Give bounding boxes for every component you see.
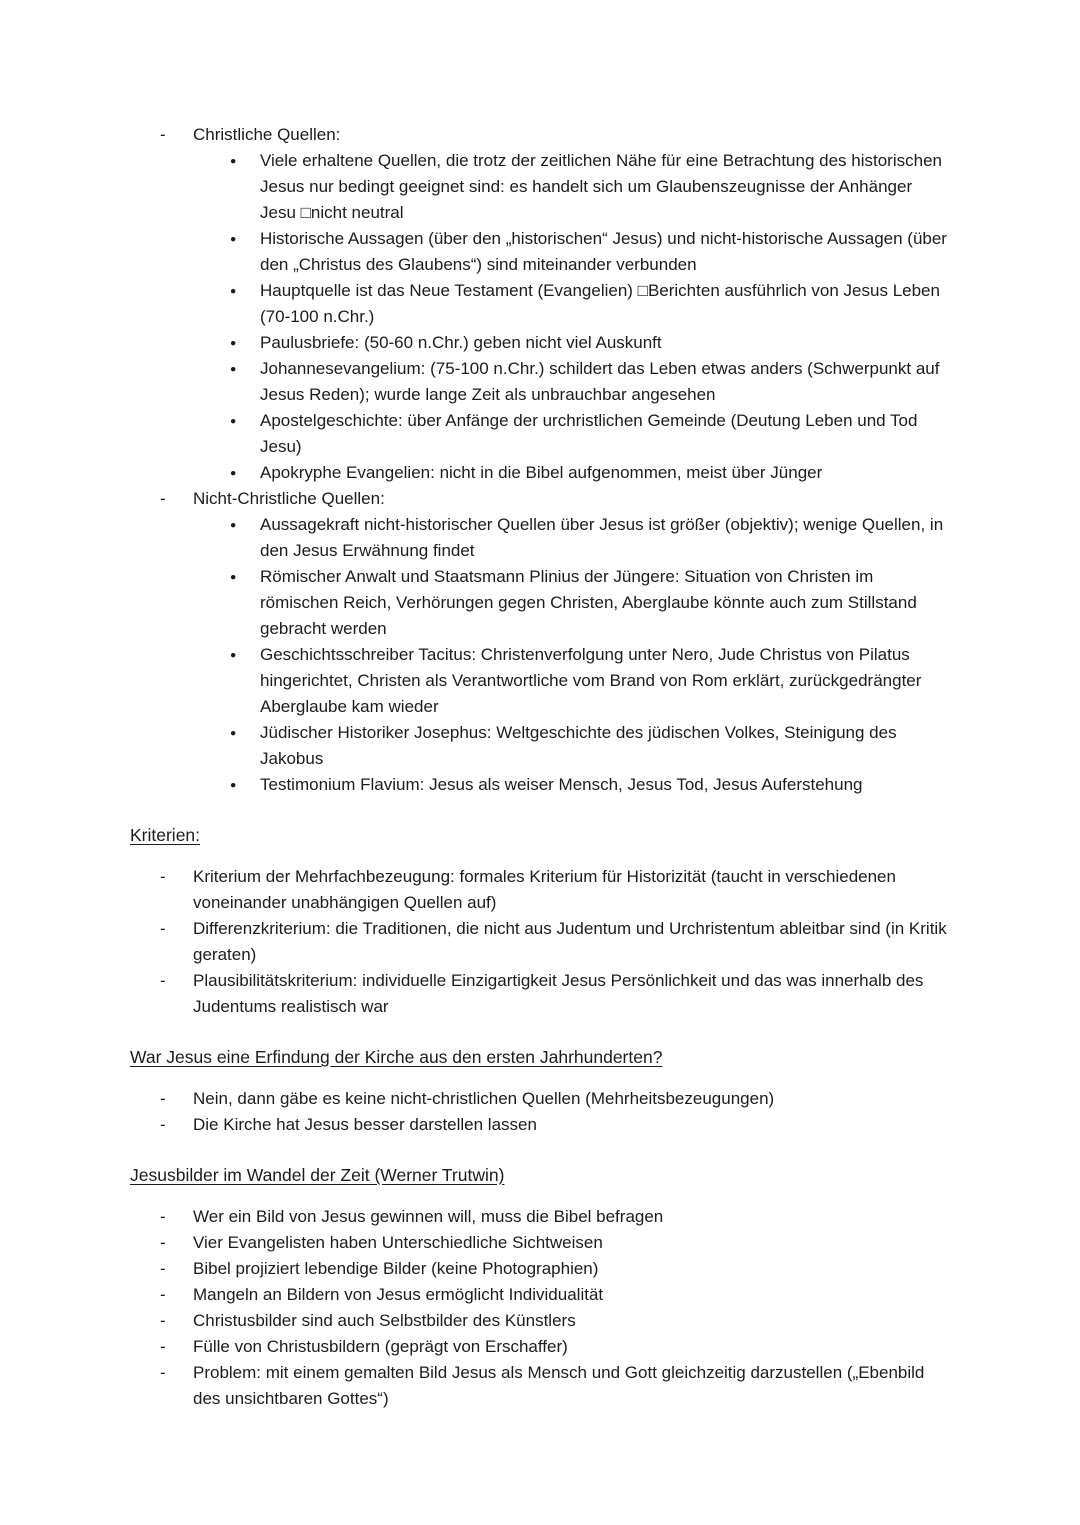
dash-marker: - [160,867,166,886]
list-item-text: Viele erhaltene Quellen, die trotz der zeitlichen Nähe für eine Betrachtung des historischen Jesus nur bedingt geeignet sind: es handelt sich um Glaubenszeugnisse der Anhänger Jesu □nicht neutral [260,151,942,222]
list-item [130,564,952,642]
list-item-text: Die Kirche hat Jesus besser darstellen lassen [193,1115,537,1134]
list-item [130,968,952,1020]
dash-marker: - [160,1207,166,1226]
dash-marker: - [160,1363,166,1382]
dash-marker: - [160,1337,166,1356]
list-item [130,486,952,512]
section-jesusbilder [130,1162,952,1412]
bullet-marker: ● [230,779,237,791]
list-item [130,330,952,356]
list-item-text: Christusbilder sind auch Selbstbilder des Künstlers [193,1311,576,1330]
dash-marker: - [160,1285,166,1304]
list-item-text: Problem: mit einem gemalten Bild Jesus als Mensch und Gott gleichzeitig darzustellen („Ebenbild des unsichtbaren Gottes“) [193,1363,925,1408]
list-item [130,148,952,226]
bullet-marker: ● [230,519,237,531]
dash-marker: - [160,125,166,144]
list-item [130,122,952,148]
list-item-text: Johannesevangelium: (75-100 n.Chr.) schildert das Leben etwas anders (Schwerpunkt auf Jesus Reden); wurde lange Zeit als unbrauchbar angesehen [260,359,940,404]
list-item [130,1230,952,1256]
list-item [130,1086,952,1112]
section-heading-jesusbilder: Jesusbilder im Wandel der Zeit (Werner Trutwin) [130,1165,505,1185]
list-item-text: Historische Aussagen (über den „historischen“ Jesus) und nicht-historische Aussagen (über den „Christus des Glaubens“) sind miteinander verbunden [260,229,947,274]
list-item-text: Differenzkriterium: die Traditionen, die nicht aus Judentum und Urchristentum ableitbar sind (in Kritik geraten) [193,919,947,964]
list-item [130,1112,952,1138]
list-item-text: Apokryphe Evangelien: nicht in die Bibel aufgenommen, meist über Jünger [260,463,823,482]
list-item-text: Christliche Quellen: [193,125,341,144]
list-item-text: Wer ein Bild von Jesus gewinnen will, muss die Bibel befragen [193,1207,664,1226]
list-item [130,1360,952,1412]
list-item-text: Römischer Anwalt und Staatsmann Plinius der Jüngere: Situation von Christen im römischen Reich, Verhörungen gegen Christen, Aberglaube könnte auch zum Stillstand gebracht werden [260,567,917,638]
section-heading-erfindung: War Jesus eine Erfindung der Kirche aus den ersten Jahrhunderten? [130,1047,663,1067]
list-item [130,460,952,486]
bullet-marker: ● [230,415,237,427]
section-heading-kriterien: Kriterien: [130,825,201,845]
list-item-text: Nicht-Christliche Quellen: [193,489,385,508]
list-item-text: Geschichtsschreiber Tacitus: Christenverfolgung unter Nero, Jude Christus von Pilatus hingerichtet, Christen als Verantwortliche vom Brand von Rom erklärt, zurückgedrängter Aberglaube kam wieder [260,645,922,716]
dash-marker: - [160,1311,166,1330]
list-item-text: Hauptquelle ist das Neue Testament (Evangelien) □Berichten ausführlich von Jesus Leben (70-100 n.Chr.) [260,281,940,326]
list-item [130,512,952,564]
list-item [130,642,952,720]
dash-marker: - [160,1089,166,1108]
list-item [130,720,952,772]
bullet-marker: ● [230,467,237,479]
list-item-text: Vier Evangelisten haben Unterschiedliche Sichtweisen [193,1233,603,1252]
list-item-text: Aussagekraft nicht-historischer Quellen über Jesus ist größer (objektiv); wenige Quellen, in den Jesus Erwähnung findet [260,515,944,560]
dash-marker: - [160,971,166,990]
bullet-marker: ● [230,649,237,661]
list-item [130,1256,952,1282]
list-item-text: Nein, dann gäbe es keine nicht-christlichen Quellen (Mehrheitsbezeugungen) [193,1089,775,1108]
bullet-marker: ● [230,727,237,739]
list-item-text: Apostelgeschichte: über Anfänge der urchristlichen Gemeinde (Deutung Leben und Tod Jesu) [260,411,918,456]
list-item-text: Jüdischer Historiker Josephus: Weltgeschichte des jüdischen Volkes, Steinigung des Jakobus [260,723,897,768]
list-item [130,772,952,798]
list-item-text: Paulusbriefe: (50-60 n.Chr.) geben nicht viel Auskunft [260,333,662,352]
bullet-marker: ● [230,363,237,375]
dash-marker: - [160,1233,166,1252]
bullet-marker: ● [230,285,237,297]
dash-marker: - [160,919,166,938]
bullet-marker: ● [230,337,237,349]
dash-marker: - [160,1259,166,1278]
bullet-marker: ● [230,571,237,583]
list-item [130,864,952,916]
list-item-text: Kriterium der Mehrfachbezeugung: formales Kriterium für Historizität (taucht in verschiedenen voneinander unabhängigen Quellen auf) [193,867,896,912]
section-erfindung [130,1044,952,1138]
dash-marker: - [160,489,166,508]
list-item [130,408,952,460]
section-kriterien [130,822,952,1020]
list-item [130,1282,952,1308]
dash-marker: - [160,1115,166,1134]
list-item [130,278,952,330]
list-item-text: Fülle von Christusbildern (geprägt von Erschaffer) [193,1337,568,1356]
list-item [130,916,952,968]
list-item [130,356,952,408]
list-item [130,1204,952,1230]
list-item [130,1334,952,1360]
list-item-text: Plausibilitätskriterium: individuelle Einzigartigkeit Jesus Persönlichkeit und das was innerhalb des Judentums realistisch war [193,971,924,1016]
section-quellen [130,122,952,798]
list-item-text: Mangeln an Bildern von Jesus ermöglicht Individualität [193,1285,604,1304]
bullet-marker: ● [230,155,237,167]
list-item-text: Bibel projiziert lebendige Bilder (keine Photographien) [193,1259,599,1278]
list-item [130,226,952,278]
bullet-marker: ● [230,233,237,245]
list-item-text: Testimonium Flavium: Jesus als weiser Mensch, Jesus Tod, Jesus Auferstehung [260,775,863,794]
list-item [130,1308,952,1334]
